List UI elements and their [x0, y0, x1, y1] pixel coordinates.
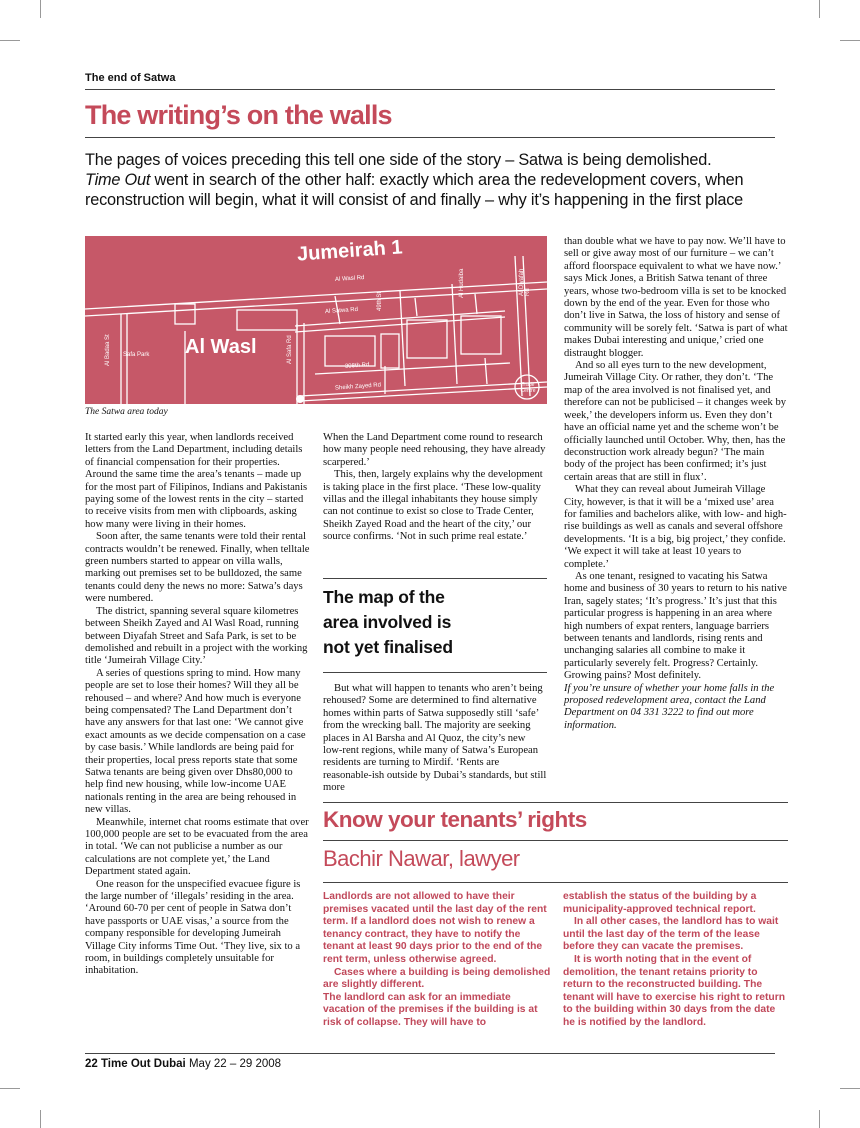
- standfirst-line: reconstruction will begin, what it will consist of and finally – why it’s happening in the first place: [85, 191, 744, 209]
- paragraph: When the Land Department come round to research how many people need rehousing, they have already scarpered.’: [323, 432, 546, 468]
- standfirst-line: [85, 170, 785, 190]
- map-road-label: Al Safa Rd: [287, 335, 293, 364]
- map-road-label: Sheikh Zayed Rd: [334, 382, 382, 392]
- standfirst-line: The pages of voices preceding this tell one side of the story – Satwa is being demolished.: [85, 151, 712, 169]
- crop-mark: [40, 1110, 41, 1128]
- map-road-label: 308th Rd: [344, 362, 370, 370]
- map-place-label: Trade Centre: [520, 382, 536, 394]
- crop-mark: [0, 40, 20, 41]
- pull-quote-rule: [323, 672, 547, 673]
- page-title: The writing’s on the walls: [85, 100, 392, 130]
- article-column-3: [564, 236, 788, 732]
- paragraph: A series of questions spring to mind. How many people are set to lose their homes? Will they all be rehoused – and where? And how much is everyone being compensated? The Land Department don’t have any answers for that last one: ‘We cannot give exact amounts as we decide compensation on a case by case basis.’ While landlords are being paid for their properties, local press reports state that some Satwa tenants are being given over Dhs80,000 to help find new housing, while low-income UAE nationals renting in the area are being rehoused in new villas.: [85, 667, 306, 816]
- map-road-label: 49th St: [377, 291, 383, 311]
- footer-rule: [85, 1053, 775, 1054]
- rights-column-1: [323, 891, 551, 1030]
- rights-paragraph: In all other cases, the landlord has to wait until the last day of the term of the lease before they can vacate the premises.: [563, 916, 779, 953]
- article-column-2: [323, 432, 547, 544]
- map-area-label: Al Wasl: [185, 336, 257, 358]
- crop-mark: [840, 40, 860, 41]
- map-place-label: Safa Park: [123, 352, 150, 358]
- paragraph: Soon after, the same tenants were told their rental contracts wouldn’t be renewed. Finally, when telltale green numbers started to appear on villa walls, marking out premises set to be bulldozed, the same tenants could deny the news no more: Satwa’s days were numbered.: [85, 531, 310, 605]
- map-caption: The Satwa area today: [85, 407, 168, 417]
- publication-name: Time Out: [85, 171, 151, 189]
- standfirst: [85, 150, 785, 210]
- crop-mark: [819, 1110, 820, 1128]
- rights-rule: [323, 802, 788, 803]
- map-road-label: Al Wasl Rd: [334, 274, 365, 284]
- pull-quote-line: not yet finalised: [323, 637, 453, 657]
- paragraph: It started early this year, when landlords received letters from the Land Department, including details of financial compensation for their properties. Around the same time the area’s tenants – made up for the most part of Filipinos, Indians and Pakistanis paying some of the lowest rents in the city – started to receive visits from men with clipboards, asking how many were living in their homes.: [85, 432, 308, 530]
- section-label: The end of Satwa: [85, 72, 176, 84]
- page-footer: [85, 1058, 281, 1070]
- paragraph: This, then, largely explains why the development is taking place in the first place. ‘These low-quality villas and the illegal inhabitants they house simply can not continue to exist so close to Trade Center, Sheikh Zayed Road and the heart of the city,’ our source confirms. ‘Not in such prime real estate.’: [323, 469, 543, 543]
- map-road-label: Al Satwa Rd: [324, 306, 359, 316]
- title-rule: [85, 137, 775, 138]
- pull-quote-line: The map of the: [323, 587, 445, 607]
- rights-column-2: [563, 891, 789, 1030]
- header-rule: [85, 89, 775, 90]
- paragraph: But what will happen to tenants who aren’t being rehoused? Some are determined to find alternative homes within parts of Satwa supposedly still ‘safe’ from the wrecking ball. The majority are seeking places in Al Barsha and Al Quoz, the city’s new low-rent regions, while many of Satwa’s European residents are turning to Mirdif. ‘Rents are reasonable-ish outside by Dubai’s standards, but still more: [323, 683, 547, 794]
- paragraph: And so all eyes turn to the new development, Jumeirah Village City. Or rather, they don’t. ‘The map of the area involved is not finalised yet, and therefore can not be publicised – it changes week by week,’ the developers inform us. Even they don’t have an official name yet and the scheme won’t be officially launched until October. Why, then, has the deconstruction work already begun? ‘The main body of the project has been confirmed; it’s just certain areas that are still in flux’.: [564, 360, 787, 483]
- paragraph: than double what we have to pay now. We’ll have to sell or give away most of our furniture – we can’t afford floorspace equivalent to what we have now.’ says Mick Jones, a British Satwa tenant of three years, whose two-bedroom villa is set to be knocked down by the end of the year. Even for those who don’t live in Satwa, the loss of history and sense of community will be sorely felt. ‘Satwa is part of what makes Dubai interesting and unique,’ cried one distraught blogger.: [564, 236, 788, 359]
- paragraph: Meanwhile, internet chat rooms estimate that over 100,000 people are set to be evacuated from the area in total. ‘We can not publicise a number as our calculations are not complete yet,’ the Land Department stated again.: [85, 816, 309, 878]
- rights-heading: Know your tenants’ rights: [323, 807, 587, 832]
- paragraph: What they can reveal about Jumeirah Village City, however, is that it will be a ‘mixed use’ area for families and bachelors alike, with low- and high-rise buildings as well as canals and several offshore developments. ‘It is a big, big project,’ they confide. ‘We expect it will take at least 10 years to complete.’: [564, 484, 787, 570]
- paragraph: The district, spanning several square kilometres between Sheikh Zayed and Al Wasl Road, running between Diyafah Street and Safa Park, is set to be demolished and rebuilt in a project with the working title ‘Jumeirah Village City.’: [85, 605, 308, 667]
- pull-quote: [323, 585, 547, 660]
- standfirst-text: went in search of the other half: exactly which area the redevelopment covers, when: [150, 171, 744, 189]
- pull-quote-rule: [323, 578, 547, 579]
- rights-rule: [323, 840, 788, 841]
- map-road-label: Al Diyafah Rd: [519, 268, 531, 296]
- map-road-label: Al Badaa St: [105, 334, 111, 366]
- footer-date: May 22 – 29 2008: [188, 1058, 282, 1070]
- footer-brand: 22 Time Out Dubai: [85, 1058, 186, 1070]
- rights-paragraph: It is worth noting that in the event of demolition, the tenant retains priority to return to the reconstructed building. The tenant will have to exercise his right to return to the building within 30 days from the date he is notified by the landlord.: [563, 953, 786, 1028]
- satwa-map: [85, 236, 547, 404]
- map-road-label: Al Hudaiba: [459, 268, 465, 298]
- crop-mark: [0, 1088, 20, 1089]
- pull-quote-line: area involved is: [323, 612, 452, 632]
- paragraph: One reason for the unspecified evacuee figure is the large number of ‘illegals’ residing in the area. ‘Around 60-70 per cent of people in Satwa don’t have passports or UAE visas,’ a source from the company responsible for developing Jumeirah Village City informs Time Out. ‘They live, six to a room, in buildings completely unsuitable for inhabitation.: [85, 878, 301, 977]
- rights-byline: Bachir Nawar, lawyer: [323, 846, 520, 871]
- rights-paragraph: establish the status of the building by a municipality-approved technical report.: [563, 891, 757, 915]
- rights-paragraph: Landlords are not allowed to have their premises vacated until the last day of the rent term. If a landlord does not wish to renew a tenancy contract, they have to notify the tenant at least 90 days prior to the end of the rent term, unless otherwise agreed.: [323, 891, 547, 965]
- map-title: Jumeirah 1: [296, 236, 404, 266]
- rights-paragraph: The landlord can ask for an immediate vacation of the premises if the building is at risk of collapse. They will have to: [323, 991, 538, 1028]
- rights-rule: [323, 882, 788, 883]
- paragraph: As one tenant, resigned to vacating his Satwa home and business of 30 years to return to his native Iran, sagely states; ‘It’s progress.’ It’s just that this particular progress is happening in an area where high numbers of expat renters, language barriers between tenants and landlords, rising rents and unchanging salaries all combine to make it particularly severely felt. Progress? Certainly. Growing pains? Most definitely.: [564, 570, 788, 682]
- crop-mark: [840, 1088, 860, 1089]
- article-column-2-continued: [323, 683, 547, 795]
- article-column-1: [85, 432, 310, 978]
- rights-paragraph: Cases where a building is being demolished are slightly different.: [323, 966, 551, 991]
- crop-mark: [40, 0, 41, 18]
- contact-note: If you’re unsure of whether your home falls in the proposed redevelopment area, contact the Land Department on 04 331 3222 to find out more information.: [564, 682, 775, 731]
- crop-mark: [819, 0, 820, 18]
